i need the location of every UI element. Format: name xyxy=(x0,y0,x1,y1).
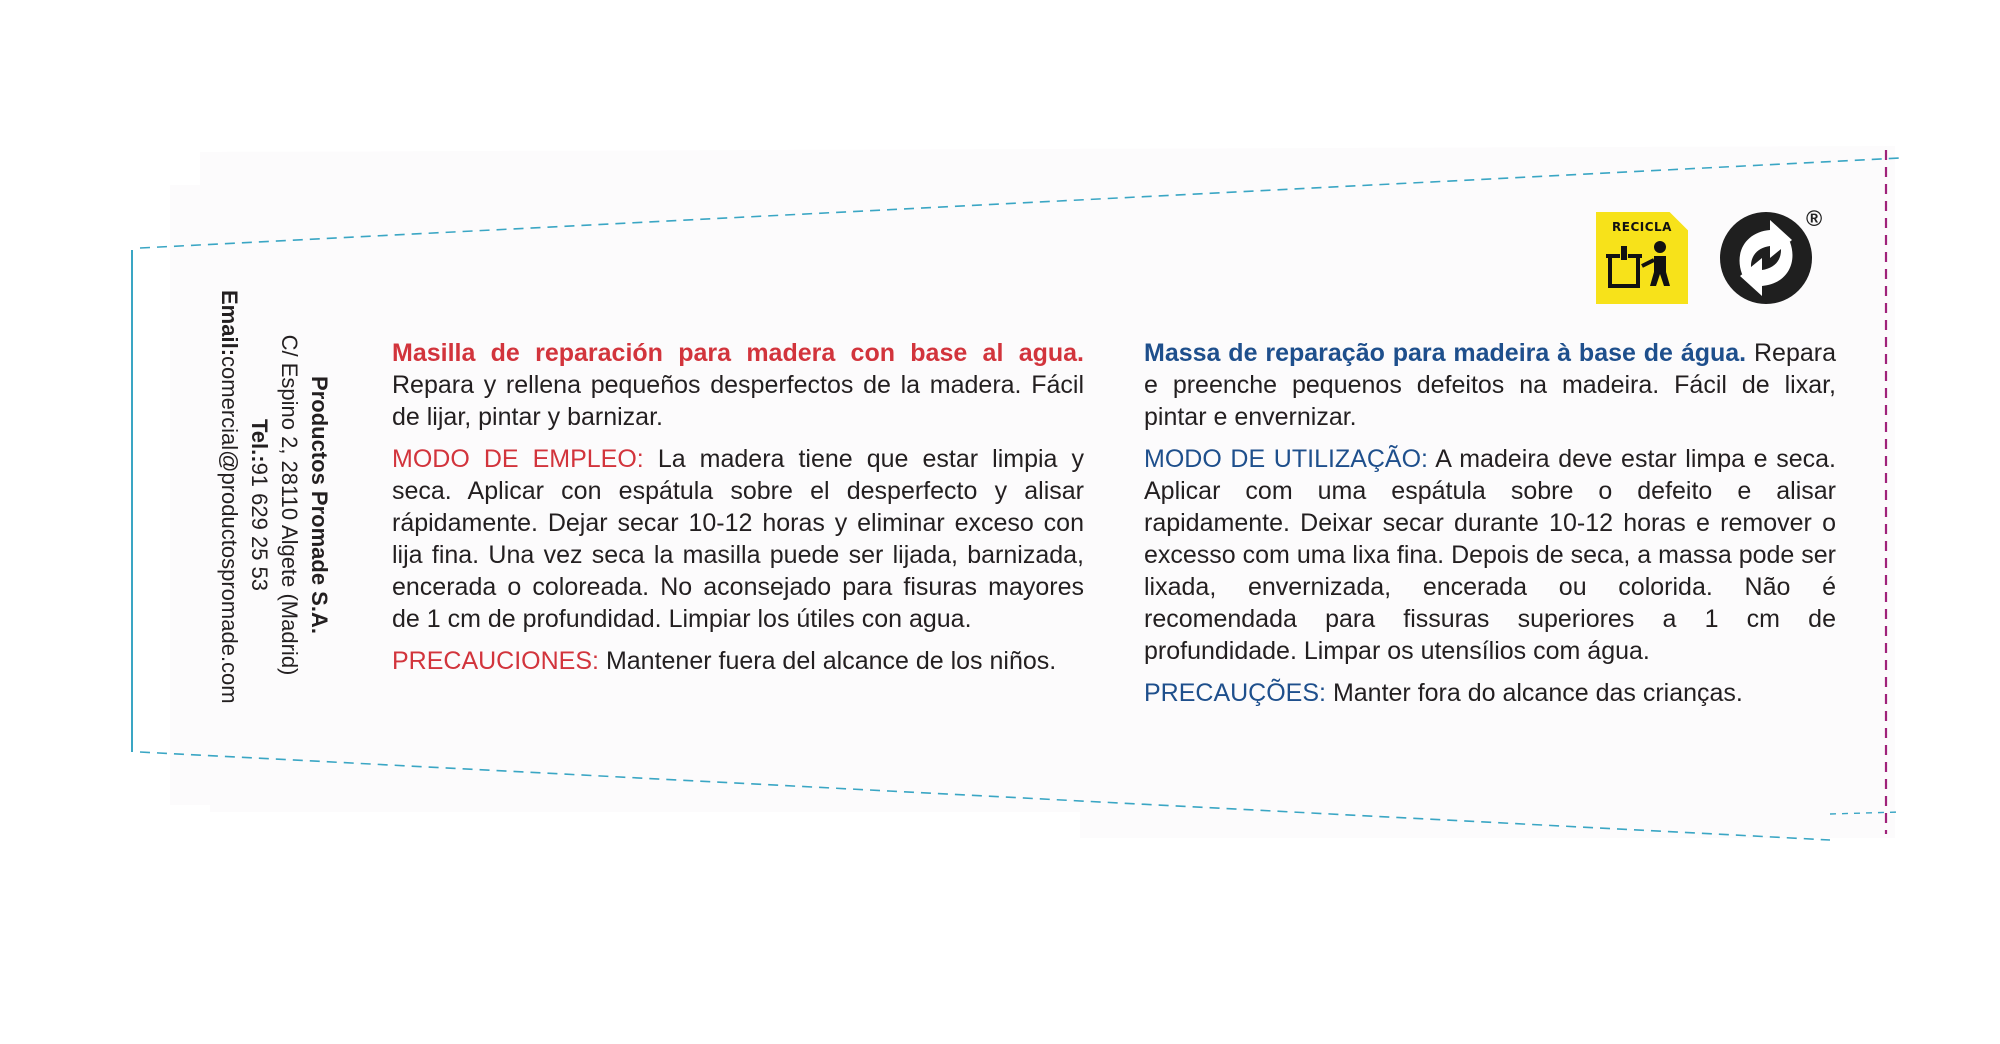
portuguese-product-title: Massa de reparação para madeira à base de água. xyxy=(1144,339,1747,367)
portuguese-intro-paragraph xyxy=(1144,337,1836,433)
recycle-bin-person-icon xyxy=(1596,212,1688,304)
green-dot-icon xyxy=(1716,208,1816,308)
company-name: Productos Promade S.A. xyxy=(307,376,332,634)
portuguese-text-column xyxy=(1144,337,1836,719)
recycle-badge-label: RECICLA xyxy=(1612,220,1672,234)
portuguese-usage-heading: MODO DE UTILIZAÇÃO: xyxy=(1144,445,1428,473)
company-phone-line xyxy=(244,290,274,720)
company-address: C/ Espino 2, 28110 Algete (Madrid) xyxy=(277,334,302,676)
spanish-usage-heading: MODO DE EMPLEO: xyxy=(392,445,644,473)
portuguese-precautions-paragraph xyxy=(1144,677,1836,709)
email-label: Email: xyxy=(217,290,242,357)
portuguese-precautions-heading: PRECAUÇÕES: xyxy=(1144,679,1326,707)
portuguese-usage-text: A madeira deve estar limpa e seca. Aplicar com uma espátula sobre o defeito e alisar rapidamente. Deixar secar durante 10-12 horas e remover o excesso com uma lixa fina. Depois de seca, a massa pode ser lixada, envernizada, encerada ou colorida. Não é recomendada para fissuras superiores a 1 cm de profundidade. Limpar os utensílios com água. xyxy=(1144,445,1837,665)
company-email: comercial@productospromade.com xyxy=(217,356,242,704)
spanish-precautions-paragraph xyxy=(392,645,1084,677)
company-info-block xyxy=(214,290,334,720)
recycle-badge xyxy=(1596,212,1688,304)
spanish-usage-text: La madera tiene que estar limpia y seca. Aplicar con espátula sobre el desperfecto y alisar rápidamente. Dejar secar 10-12 horas y eliminar exceso con lija fina. Una vez seca la masilla puede ser lijada, barnizada, encerada o coloreada. No aconsejado para fisuras mayores de 1 cm de profundidad. Limpiar los útiles con agua. xyxy=(392,445,1084,633)
portuguese-usage-paragraph xyxy=(1144,443,1836,667)
portuguese-description: Repara e preenche pequenos defeitos na madeira. Fácil de lixar, pintar e envernizar. xyxy=(1144,339,1836,431)
spanish-product-title: Masilla de reparación para madera con base al agua. xyxy=(392,339,1084,367)
spanish-text-column xyxy=(392,337,1084,687)
spanish-usage-paragraph xyxy=(392,443,1084,635)
portuguese-precautions-text: Manter fora do alcance das crianças. xyxy=(1332,679,1743,707)
spanish-description: Repara y rellena pequeños desperfectos de la madera. Fácil de lijar, pintar y barnizar. xyxy=(392,371,1084,431)
company-phone: 91 629 25 53 xyxy=(247,462,272,592)
spanish-precautions-text: Mantener fuera del alcance de los niños. xyxy=(605,647,1057,675)
phone-label: Tel.: xyxy=(247,418,272,463)
company-email-line xyxy=(214,290,244,720)
spanish-precautions-heading: PRECAUCIONES: xyxy=(392,647,599,675)
spanish-intro-paragraph xyxy=(392,337,1084,433)
registered-trademark-mark: ® xyxy=(1806,206,1823,231)
